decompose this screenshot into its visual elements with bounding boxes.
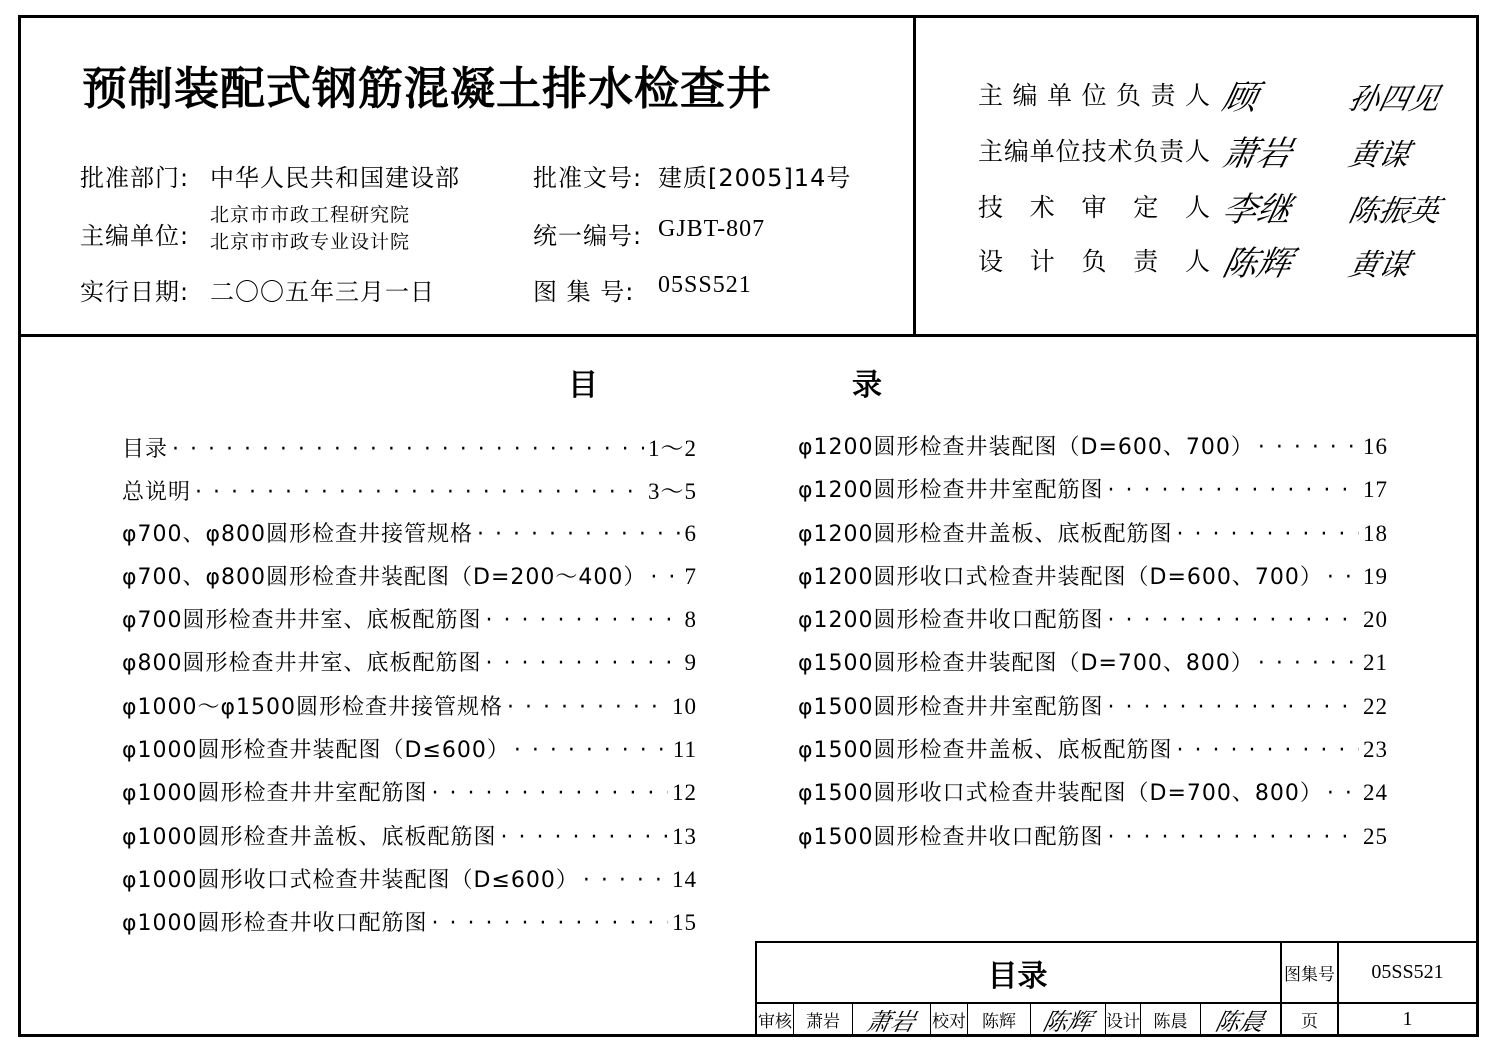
page-value: 1 <box>1402 1007 1413 1030</box>
leader-dots <box>1108 695 1359 720</box>
effective-date-label: 实行日期: <box>80 278 190 306</box>
check-name: 陈辉 <box>982 1011 1016 1032</box>
toc-item-title: φ1200圆形检查井盖板、底板配筋图 <box>798 521 1173 547</box>
leader-dots <box>477 522 680 547</box>
effective-date-value: 二〇〇五年三月一日 <box>210 278 435 306</box>
toc-item[interactable] <box>122 733 697 776</box>
document-title: 预制装配式钢筋混凝土排水检查井 <box>82 62 773 115</box>
toc-item-page: 21 <box>1363 650 1388 676</box>
toc-item-title: φ1200圆形检查井装配图（D=600、700） <box>798 435 1254 460</box>
signature: 顾 <box>1219 77 1262 118</box>
toc-item[interactable] <box>122 776 697 819</box>
header-divider <box>18 334 1476 337</box>
toc-item-page: 15 <box>672 910 697 936</box>
toc-item[interactable] <box>798 517 1388 560</box>
editor-label: 主编单位: <box>80 222 190 250</box>
leader-dots <box>507 695 668 720</box>
toc-item-page: 18 <box>1363 520 1388 546</box>
toc-item-title: φ1500圆形检查井盖板、底板配筋图 <box>798 738 1173 764</box>
role-label: 主编单位技术负责人 <box>978 137 1210 166</box>
unified-no-label: 统一编号: <box>533 222 643 250</box>
toc-item[interactable] <box>798 820 1388 863</box>
leader-dots <box>432 781 668 806</box>
leader-dots <box>1327 781 1359 806</box>
toc-heading-char-1: 目 <box>568 368 598 403</box>
toc-item[interactable] <box>122 603 697 646</box>
header-vertical-divider <box>913 15 916 336</box>
leader-dots <box>650 565 680 590</box>
signature: 李继 <box>1219 189 1296 230</box>
review-signature: 萧岩 <box>863 1007 918 1036</box>
toc-item-page: 11 <box>672 737 697 763</box>
approval-dept-label: 批准部门: <box>80 164 190 192</box>
toc-item[interactable] <box>798 776 1388 819</box>
toc-item-title: φ1500圆形检查井收口配筋图 <box>798 824 1104 850</box>
signature: 陈振英 <box>1345 194 1443 229</box>
toc-item-page: 17 <box>1363 477 1388 503</box>
design-signature: 陈晨 <box>1212 1007 1267 1036</box>
toc-item[interactable] <box>798 560 1388 603</box>
toc-item[interactable] <box>122 560 697 603</box>
leader-dots <box>1327 565 1359 590</box>
leader-dots <box>1108 478 1359 503</box>
toc-item-title: φ1000圆形收口式检查井装配图（D≤600） <box>122 867 579 893</box>
toc-item-page: 8 <box>684 607 697 633</box>
toc-item-title: 目录 <box>122 437 169 462</box>
toc-item-title: φ1500圆形收口式检查井装配图（D=700、800） <box>798 781 1323 807</box>
role-label: 设计负责人 <box>978 247 1210 276</box>
leader-dots <box>1108 608 1359 633</box>
toc-item-title: φ800圆形检查井井室、底板配筋图 <box>122 651 482 677</box>
approval-doc-value: 建质[2005]14号 <box>658 164 852 192</box>
leader-dots <box>172 437 644 462</box>
toc-item-page: 23 <box>1363 737 1388 763</box>
toc-item-title: φ1000圆形检查井收口配筋图 <box>122 911 428 937</box>
leader-dots <box>1258 435 1359 460</box>
check-signature: 陈辉 <box>1040 1007 1095 1036</box>
toc-item[interactable] <box>798 430 1388 473</box>
toc-item-page: 10 <box>672 693 697 719</box>
responsible-row <box>978 240 1296 284</box>
leader-dots <box>195 480 644 505</box>
toc-item-title: φ700圆形检查井井室、底板配筋图 <box>122 608 482 634</box>
unified-no-value: GJBT-807 <box>658 216 766 242</box>
design-name: 陈晨 <box>1153 1011 1188 1032</box>
atlas-no-value: 05SS521 <box>1371 961 1444 983</box>
toc-item-page: 9 <box>684 650 697 676</box>
toc-item-title: φ1000圆形检查井盖板、底板配筋图 <box>122 824 497 850</box>
leader-dots <box>486 608 681 633</box>
toc-item-page: 7 <box>684 563 697 589</box>
atlas-no-value: 05SS521 <box>658 272 752 298</box>
responsible-row <box>978 130 1296 174</box>
atlas-no-label: 图 集 号: <box>533 278 635 306</box>
leader-dots <box>486 651 681 676</box>
toc-left-column <box>122 430 697 950</box>
toc-item-title: φ1000～φ1500圆形检查井接管规格 <box>122 694 504 720</box>
toc-item[interactable] <box>798 646 1388 689</box>
toc-item-title: φ1500圆形检查井井室配筋图 <box>798 694 1104 720</box>
sheet-title: 目录 <box>987 958 1048 994</box>
toc-item[interactable] <box>798 690 1388 733</box>
toc-item-page: 3～5 <box>648 479 697 505</box>
leader-dots <box>432 911 668 936</box>
signature: 黄谋 <box>1345 138 1413 173</box>
toc-item[interactable] <box>122 690 697 733</box>
toc-item-title: φ1200圆形检查井井室配筋图 <box>798 478 1104 504</box>
toc-item[interactable] <box>122 863 697 906</box>
toc-item-title: 总说明 <box>122 480 192 506</box>
toc-item-page: 24 <box>1363 780 1388 806</box>
toc-item-title: φ1000圆形检查井装配图（D≤600） <box>122 738 510 764</box>
review-name: 萧岩 <box>806 1011 840 1032</box>
leader-dots <box>1258 651 1359 676</box>
signature: 萧岩 <box>1219 133 1296 174</box>
toc-item-page: 13 <box>672 823 697 849</box>
approval-doc-label: 批准文号: <box>533 164 643 192</box>
toc-item-page: 16 <box>1363 434 1388 459</box>
toc-item[interactable] <box>122 906 697 949</box>
signature: 孙四见 <box>1345 82 1443 117</box>
toc-item-title: φ1000圆形检查井井室配筋图 <box>122 781 428 807</box>
leader-dots <box>1108 825 1359 850</box>
toc-item-title: φ700、φ800圆形检查井接管规格 <box>122 521 474 547</box>
toc-heading-char-2: 录 <box>852 368 882 403</box>
toc-item-title: φ1500圆形检查井装配图（D=700、800） <box>798 651 1254 677</box>
toc-item[interactable] <box>122 646 697 689</box>
toc-item[interactable] <box>798 733 1388 776</box>
leader-dots <box>1177 738 1359 763</box>
toc-right-column <box>798 430 1388 863</box>
review-label: 审核 <box>758 1011 792 1032</box>
toc-item[interactable] <box>798 603 1388 646</box>
editor-value-2: 北京市市政专业设计院 <box>210 231 411 253</box>
toc-item[interactable] <box>122 820 697 863</box>
toc-item[interactable] <box>122 517 697 560</box>
toc-item[interactable] <box>798 473 1388 516</box>
role-label: 技术审定人 <box>978 193 1210 222</box>
leader-dots <box>1177 522 1359 547</box>
toc-item-page: 25 <box>1363 823 1388 849</box>
responsible-row <box>978 186 1296 230</box>
toc-item[interactable] <box>122 430 697 473</box>
page-label: 页 <box>1301 1011 1318 1032</box>
editor-value-1: 北京市市政工程研究院 <box>210 204 411 226</box>
toc-item-page: 22 <box>1363 693 1388 719</box>
signature: 陈辉 <box>1219 243 1296 284</box>
toc-item[interactable] <box>122 473 697 516</box>
check-label: 校对 <box>932 1011 966 1032</box>
toc-item-title: φ700、φ800圆形检查井装配图（D=200～400） <box>122 564 647 590</box>
leader-dots <box>583 868 668 893</box>
toc-item-title: φ1200圆形收口式检查井装配图（D=600、700） <box>798 564 1323 590</box>
atlas-no-label: 图集号 <box>1284 965 1335 985</box>
toc-item-page: 6 <box>684 520 697 546</box>
leader-dots <box>514 738 669 763</box>
signature: 黄谋 <box>1345 248 1413 283</box>
responsible-row <box>978 74 1262 118</box>
title-block <box>755 941 1476 1034</box>
toc-item-page: 19 <box>1363 563 1388 589</box>
toc-item-page: 14 <box>672 866 697 892</box>
design-label: 设计 <box>1106 1011 1140 1032</box>
role-label: 主编单位负责人 <box>978 81 1210 110</box>
toc-item-page: 12 <box>672 780 697 806</box>
toc-item-page: 1～2 <box>648 436 697 461</box>
approval-dept-value: 中华人民共和国建设部 <box>210 164 460 192</box>
toc-item-page: 20 <box>1363 607 1388 633</box>
toc-item-title: φ1200圆形检查井收口配筋图 <box>798 608 1104 634</box>
leader-dots <box>501 825 668 850</box>
